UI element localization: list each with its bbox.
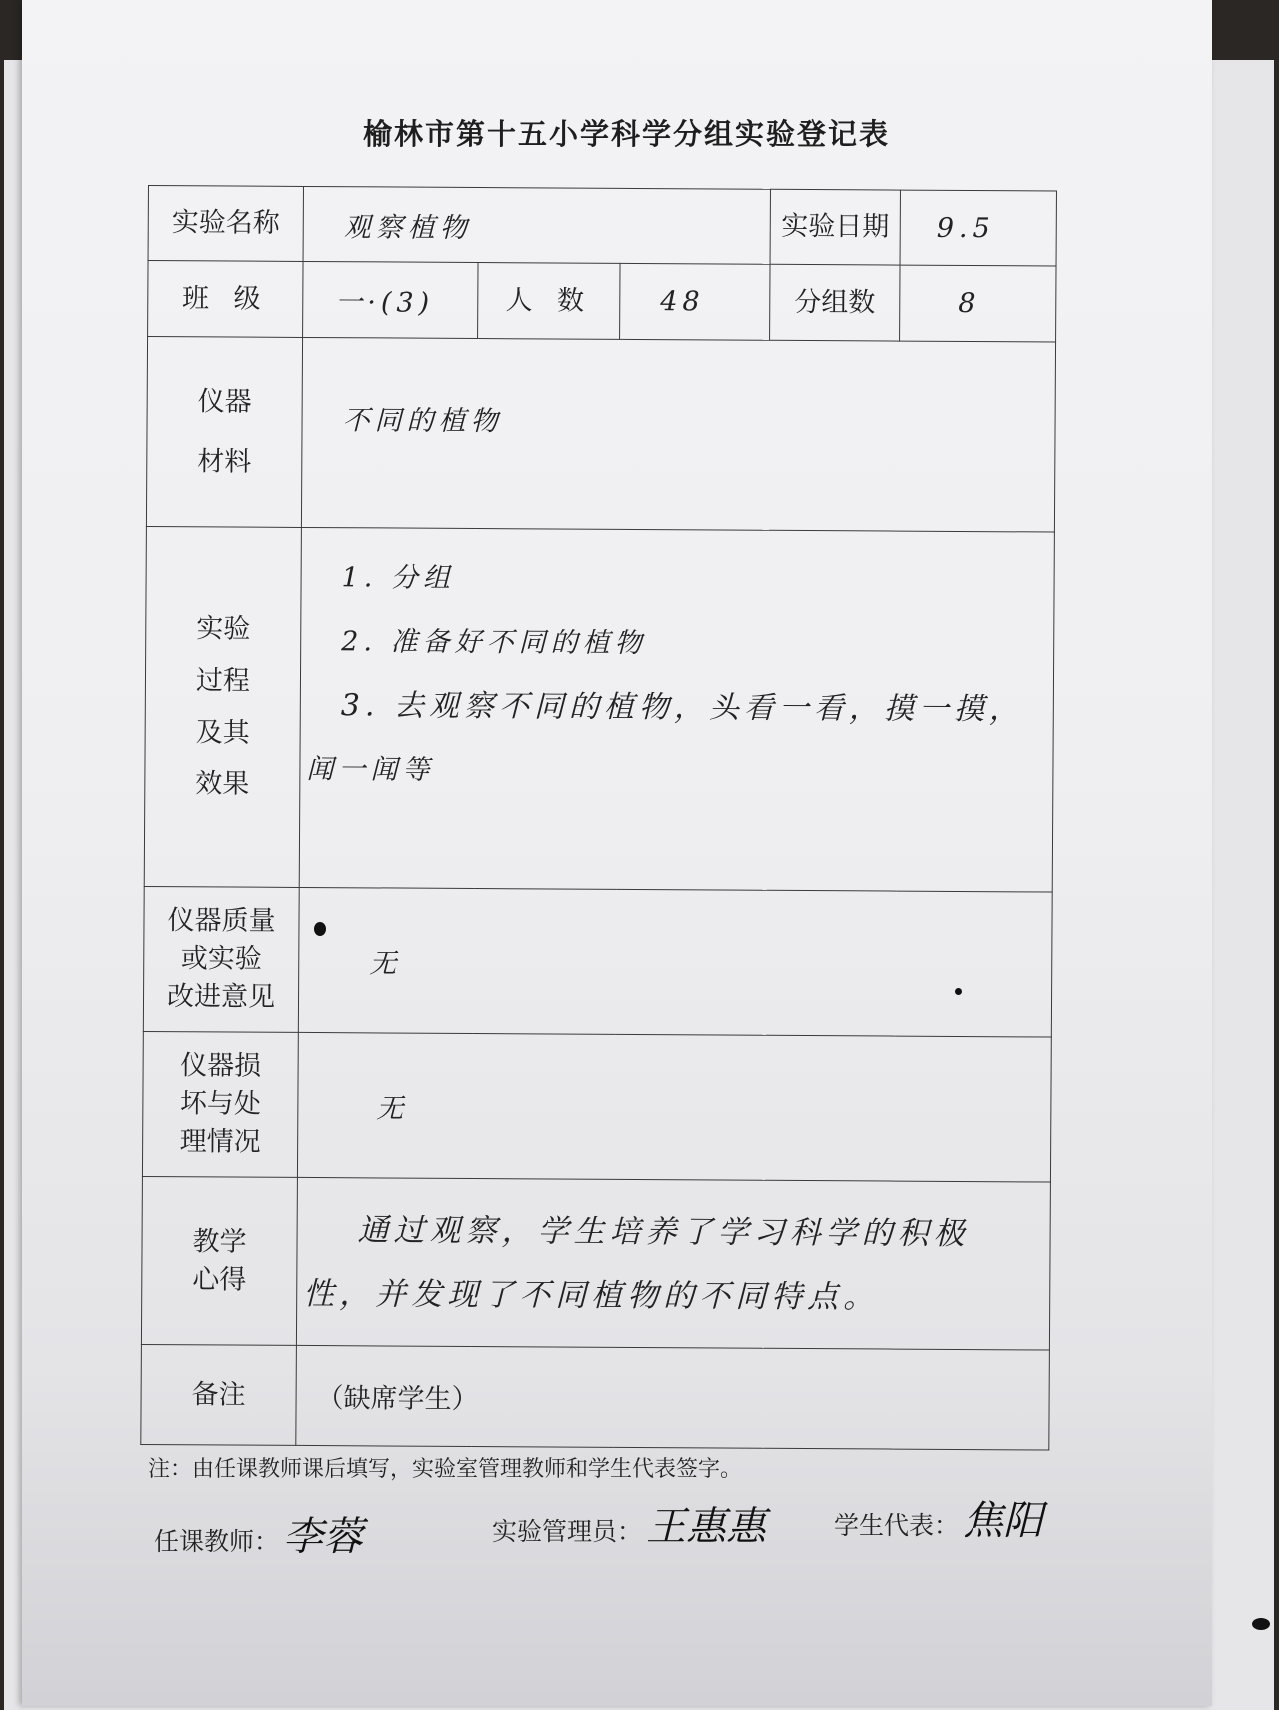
materials-label-line-2: 材料 xyxy=(197,445,252,478)
reflection-label-line-2: 心得 xyxy=(192,1263,247,1296)
process-step-2: 2. 准备好不同的植物 xyxy=(341,626,647,660)
row-materials xyxy=(146,337,1055,533)
quality-label xyxy=(143,886,299,1032)
row-experiment-name xyxy=(148,186,1056,267)
row-damage xyxy=(142,1031,1051,1182)
teacher-signature: 李蓉 xyxy=(283,1514,364,1560)
process-value xyxy=(299,527,1054,892)
reflection-value xyxy=(296,1177,1050,1350)
document-title: 榆林市第十五小学科学分组实验登记表 xyxy=(362,117,890,151)
quality-label-line-3: 改进意见 xyxy=(166,981,276,1013)
remarks-value: （缺席学生） xyxy=(296,1345,1050,1450)
materials-label-line-1: 仪器 xyxy=(197,386,252,418)
experiment-date-label: 实验日期 xyxy=(770,189,900,265)
teacher-label: 任课教师： xyxy=(154,1527,280,1556)
group-count-value: 8 xyxy=(900,265,1056,342)
row-remarks xyxy=(141,1344,1050,1450)
materials-value: 不同的植物 xyxy=(301,337,1055,532)
student-signature: 焦阳 xyxy=(963,1498,1044,1544)
row-reflection xyxy=(141,1176,1050,1350)
process-step-3: 3. 去观察不同的植物，头看一看，摸一摸， xyxy=(340,688,1025,728)
quality-value: 无 xyxy=(298,887,1052,1037)
reflection-line-2: 性，并发现了不同植物的不同特点。 xyxy=(303,1275,880,1315)
admin-label: 实验管理员： xyxy=(492,1517,643,1546)
row-process xyxy=(144,526,1054,892)
count-label: 人 数 xyxy=(478,263,620,340)
ink-smudge xyxy=(1252,1618,1270,1630)
materials-label xyxy=(146,337,302,528)
experiment-name-label: 实验名称 xyxy=(148,186,303,262)
row-quality xyxy=(143,886,1052,1037)
admin-signature-group xyxy=(492,1495,766,1552)
damage-label-line-1: 仪器损 xyxy=(180,1050,262,1083)
reflection-label-line-1: 教学 xyxy=(192,1225,247,1258)
group-count-label: 分组数 xyxy=(770,264,900,341)
process-label-line-1: 实验 xyxy=(196,613,251,645)
damage-label-line-3: 理情况 xyxy=(179,1126,261,1158)
damage-label xyxy=(142,1031,298,1177)
reflection-line-1: 通过观察，学生培养了学习科学的积极 xyxy=(357,1211,970,1252)
remarks-label: 备注 xyxy=(141,1344,297,1445)
damage-value: 无 xyxy=(297,1032,1051,1182)
process-step-1: 1. 分组 xyxy=(341,562,456,594)
class-label: 班 级 xyxy=(148,261,303,338)
admin-signature: 王惠惠 xyxy=(646,1504,767,1550)
process-label-line-4: 效果 xyxy=(195,768,250,800)
quality-label-line-2: 或实验 xyxy=(180,943,262,975)
experiment-date-value: 9.5 xyxy=(900,190,1056,266)
footer-note: 注：由任课教师课后填写，实验室管理教师和学生代表签字。 xyxy=(148,1457,743,1482)
class-value: 一·(3) xyxy=(303,261,478,338)
student-signature-group xyxy=(834,1489,1043,1546)
count-value: 48 xyxy=(620,263,770,340)
reflection-label xyxy=(141,1176,297,1345)
registration-form xyxy=(140,185,1057,1451)
damage-label-line-2: 坏与处 xyxy=(179,1088,261,1120)
process-step-4: 闻一闻等 xyxy=(306,753,435,786)
process-label-line-3: 及其 xyxy=(195,716,250,749)
ink-dot xyxy=(955,988,962,995)
process-label-line-2: 过程 xyxy=(195,665,251,697)
row-class-info xyxy=(148,261,1056,343)
ink-smudge xyxy=(314,922,326,936)
teacher-signature-group xyxy=(154,1505,363,1562)
experiment-name-value: 观察植物 xyxy=(303,186,770,264)
process-label xyxy=(144,526,301,887)
student-label: 学生代表： xyxy=(834,1511,960,1540)
signature-row xyxy=(154,1495,1074,1565)
quality-label-line-1: 仪器质量 xyxy=(167,905,276,938)
